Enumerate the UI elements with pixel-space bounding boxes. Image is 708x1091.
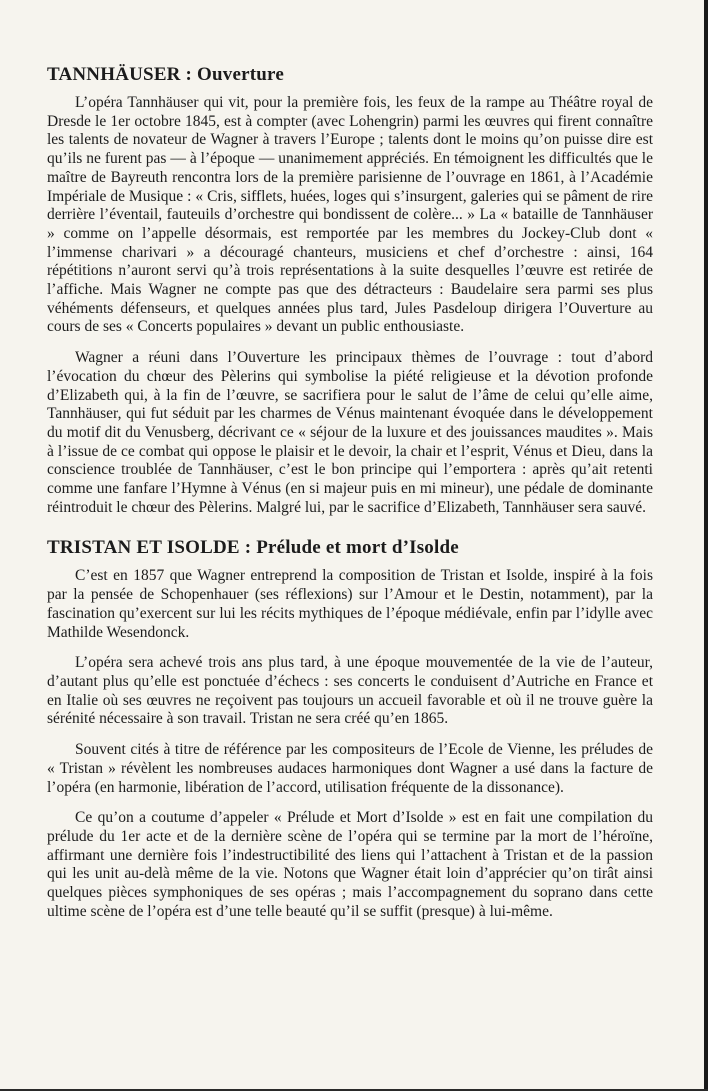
paragraph: Souvent cités à titre de référence par les compositeurs de l’Ecole de Vienne, les préludes de « Tristan » révèlent les nombreuses audaces harmoniques dont Wagner a usé dans la facture de l’opéra (en harmonie, libération de l’accord, utilisation fréquente de la dissonance). xyxy=(47,741,653,796)
paragraph: C’est en 1857 que Wagner entreprend la composition de Tristan et Isolde, inspiré à la fois par la pensée de Schopenhauer (ses réflexions) sur l’Amour et le Destin, notamment), par la fascination qu’exercent sur lui les récits mythiques de l’époque médiévale, enfin par l’idylle avec Mathilde Wesendonck. xyxy=(47,567,653,641)
paragraph: Wagner a réuni dans l’Ouverture les principaux thèmes de l’ouvrage : tout d’abord l’évocation du chœur des Pèlerins qui symbolise la piété religieuse et la dévotion profonde d’Elizabeth qui, à la fin de l’œuvre, se sacrifiera pour le salut de l’âme de celui qu’elle aime, Tannhäuser, qui fut séduit par les charmes de Vénus maintenant évoquée dans le développement du motif dit du Venusberg, décrivant ce « séjour de la luxure et des jouissances maudites ». Mais à l’issue de ce combat qui oppose le plaisir et le devoir, la chair et l’esprit, Vénus et Dieu, dans la conscience troublée de Tannhäuser, c’est le bon principe qui l’emportera : après qu’ait retenti comme une fanfare l’Hymne à Vénus (en si majeur puis en mi mineur), une pédale de dominante réintroduit le chœur des Pèlerins. Malgré lui, par le sacrifice d’Elizabeth, Tannhäuser sera sauvé. xyxy=(47,349,653,516)
document-page xyxy=(47,64,653,933)
paragraph: Ce qu’on a coutume d’appeler « Prélude et Mort d’Isolde » est en fait une compilation du prélude du 1er acte et de la dernière scène de l’opéra qui se termine par la mort de l’héroïne, affirmant une dernière fois l’indestructibilité des liens qui l’attachent à Tristan et de la passion qui les unit au-delà même de la vie. Notons que Wagner était loin d’apprécier qu’on tirât ainsi quelques pièces symphoniques de ses opéras ; mais l’accompagnement du soprano dans cette ultime scène de l’opéra est d’une telle beauté qu’il se suffit (presque) à lui-même. xyxy=(47,809,653,920)
page-right-edge xyxy=(704,0,708,1091)
paragraph: L’opéra Tannhäuser qui vit, pour la première fois, les feux de la rampe au Théâtre royal de Dresde le 1er octobre 1845, est à compter (avec Lohengrin) parmi les œuvres qui firent connaître les talents de novateur de Wagner à travers l’Europe ; talents dont le moins qu’on puisse dire est qu’ils ne furent pas — à l’époque — unanimement appréciés. En témoignent les difficultés que le maître de Bayreuth rencontra lors de la première parisienne de l’ouvrage en 1861, à l’Académie Impériale de Musique : « Cris, sifflets, huées, loges qui s’insurgent, galeries qui se pâment de rire derrière l’éventail, fauteuils d’orchestre qui bondissent de colère... » La « bataille de Tannhäuser » comme on l’appelle désormais, est remportée par les membres du Jockey-Club dont « l’immense charivari » a découragé chanteurs, musiciens et chef d’orchestre : ainsi, 164 répétitions n’auront servi qu’à trois représentations à la suite desquelles l’œuvre est retirée de l’affiche. Mais Wagner ne compte pas que des détracteurs : Baudelaire sera parmi ses plus véhéments défenseurs, et quelques années plus tard, Jules Pasdeloup dirigera l’Ouverture au cours de ses « Concerts populaires » devant un public enthousiaste. xyxy=(47,94,653,336)
section-heading xyxy=(47,64,653,86)
section-subtitle: Prélude et mort d’Isolde xyxy=(256,537,459,559)
section-heading xyxy=(47,537,653,559)
section-title: TANNHÄUSER : xyxy=(47,64,193,85)
section-tannhauser xyxy=(47,64,653,517)
section-title: TRISTAN ET ISOLDE : xyxy=(47,537,252,559)
section-subtitle: Ouverture xyxy=(197,64,284,85)
paragraph: L’opéra sera achevé trois ans plus tard, à une époque mouvementée de la vie de l’auteur, d’autant plus qu’elle est ponctuée d’échecs : ses concerts le conduisent d’Autriche en France et en Italie où ses œuvres ne reçoivent pas toujours un accueil favorable et où il ne trouve guère la sérénité nécessaire à son travail. Tristan ne sera créé qu’en 1865. xyxy=(47,654,653,728)
section-tristan xyxy=(47,537,653,921)
